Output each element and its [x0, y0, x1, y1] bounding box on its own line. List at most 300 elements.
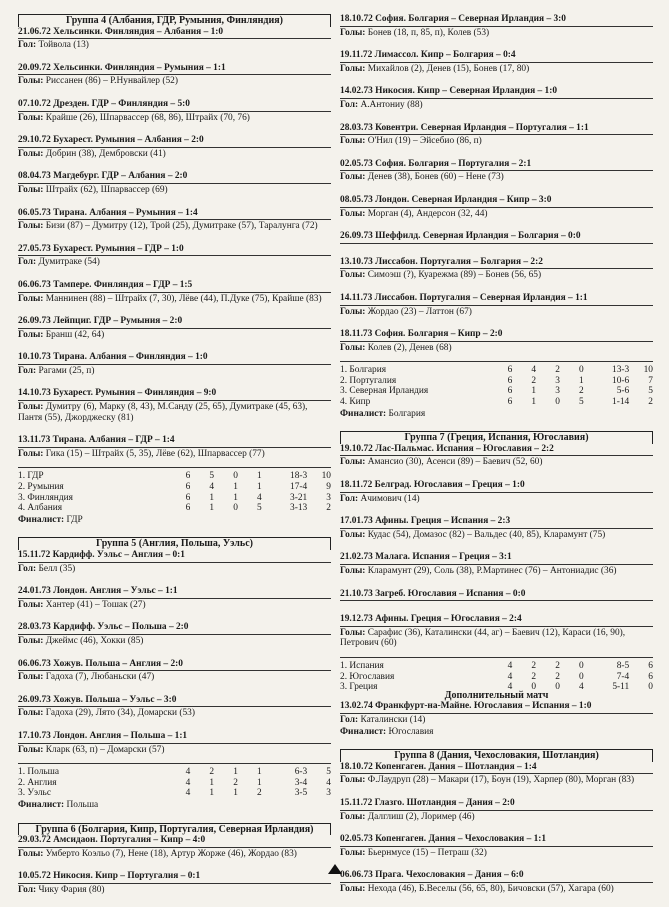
goals-text: Жордао (23) – Латтон (67)	[365, 306, 472, 317]
match-header: 17.10.73 Лондон. Англия – Польша – 1:1	[18, 731, 331, 744]
match-goals	[18, 744, 331, 756]
goals-text: Чику Фария (80)	[36, 884, 105, 895]
left-column	[18, 14, 331, 907]
goals-label: Голы:	[18, 221, 44, 232]
goals-text: Амансио (30), Асенси (89) – Баевич (52, 60)	[365, 457, 543, 468]
match-goals	[18, 848, 331, 860]
goals-text: О'Нил (19) – Эйсебио (86, п)	[365, 136, 482, 147]
match-header: 07.10.72 Дрезден. ГДР – Финляндия – 5:0	[18, 99, 331, 112]
points: 6	[648, 660, 653, 671]
match-entry	[18, 550, 331, 574]
points: 0	[648, 682, 653, 693]
match-header: 29.03.72 Амсидаон. Португалия – Кипр – 4:0	[18, 835, 331, 848]
points: 5	[326, 767, 331, 778]
goal-difference: 3-4	[294, 777, 308, 788]
goals-label: Голы:	[340, 529, 366, 540]
goals-text: Маннинен (88) – Штрайх (7, 30), Лёве (44), П.Дуке (75), Крайше (83)	[43, 293, 322, 304]
stat-l: 4	[256, 492, 262, 503]
goal-difference: 17-4	[290, 482, 308, 493]
goals-text: Бранш (42, 64)	[43, 329, 105, 340]
match-header: 18.11.73 София. Болгария – Кипр – 2:0	[340, 329, 653, 342]
goals-text: Думитраке (54)	[36, 257, 100, 268]
finalist-line	[18, 515, 331, 526]
stat-p: 4	[507, 682, 513, 693]
team-name: 3. Уэльс	[18, 788, 51, 799]
team-name: 3. Финляндия	[18, 492, 73, 503]
goals-text: Рагами (25, п)	[36, 365, 95, 376]
goals-label: Голы:	[340, 306, 366, 317]
goals-text: Крайше (26), Шпарвассер (68, 86), Штрайх (70, 76)	[43, 112, 250, 123]
match-goals	[18, 39, 331, 51]
match-goals	[340, 565, 653, 577]
goals-text: Добрин (38), Дембровски (41)	[43, 148, 166, 159]
goals-text: Штрайх (62), Шпарвассер (69)	[43, 184, 168, 195]
finalist-line	[340, 727, 653, 738]
finalist-line	[340, 409, 653, 420]
match-header: 20.09.72 Хельсинки. Финляндия – Румыния – 1:1	[18, 63, 331, 76]
goal-difference: 13-3	[612, 365, 630, 376]
standings-row	[340, 661, 653, 672]
goals-text: Ачимович (14)	[358, 493, 420, 504]
goals-label: Голы:	[18, 329, 44, 340]
stat-p: 6	[507, 386, 513, 397]
match-entry	[340, 798, 653, 822]
goals-label: Голы:	[18, 635, 44, 646]
match-goals	[340, 342, 653, 354]
match-entry	[340, 195, 653, 219]
match-header: 06.05.73 Тирана. Албания – Румыния – 1:4	[18, 208, 331, 221]
goals-label: Голы:	[18, 672, 44, 683]
goals-label: Гол:	[18, 257, 37, 268]
stat-l: 0	[578, 660, 584, 671]
match-goals	[340, 774, 653, 786]
goals-label: Голы:	[340, 811, 366, 822]
match-entry	[340, 86, 653, 110]
match-goals	[18, 599, 331, 611]
match-header: 08.05.73 Лондон. Северная Ирландия – Кипр – 3:0	[340, 195, 653, 208]
match-entry	[18, 352, 331, 376]
match-goals	[18, 329, 331, 341]
match-goals	[18, 884, 331, 896]
match-goals	[18, 448, 331, 460]
match-entry	[18, 244, 331, 268]
goals-text: Думитру (6), Марку (8, 43), М.Санду (25, 65), Думитраке (45, 63), Пантя (55), Джорджеску (81)	[18, 402, 308, 423]
match-goals	[340, 714, 653, 726]
goals-label: Голы:	[18, 148, 44, 159]
goals-text: Гадоха (29), Лято (34), Домарски (53)	[43, 708, 195, 719]
match-goals	[340, 135, 653, 147]
stat-w: 2	[531, 671, 537, 682]
goals-text: А.Антониу (88)	[358, 99, 423, 110]
goals-text: Морган (4), Андерсон (32, 44)	[365, 208, 488, 219]
goals-label: Голы:	[18, 599, 44, 610]
goals-label: Голы:	[340, 27, 366, 38]
match-goals	[18, 293, 331, 305]
match-goals	[18, 671, 331, 683]
standings-row	[18, 471, 331, 482]
stat-d: 0	[233, 503, 238, 514]
group-heading: Группа 5 (Англия, Польша, Уэльс)	[18, 537, 331, 550]
stat-d: 3	[555, 375, 560, 386]
goals-label: Голы:	[340, 136, 366, 147]
stat-p: 6	[507, 397, 513, 408]
goals-label: Голы:	[340, 63, 366, 74]
match-entry	[18, 695, 331, 719]
stat-l: 5	[256, 503, 262, 514]
team-name: 2. Югославия	[340, 671, 395, 682]
stat-p: 4	[507, 660, 513, 671]
match-goals	[18, 365, 331, 377]
goals-label: Гол:	[18, 884, 37, 895]
goals-label: Голы:	[340, 627, 366, 638]
match-goals	[340, 883, 653, 895]
stat-w: 2	[531, 660, 537, 671]
goals-label: Гол:	[18, 563, 37, 574]
goals-label: Голы:	[340, 342, 366, 353]
match-goals	[340, 456, 653, 468]
finalist-label: Финалист:	[18, 514, 65, 525]
goals-label: Голы:	[18, 848, 44, 859]
match-goals	[340, 306, 653, 318]
standings-row	[18, 482, 331, 493]
match-goals	[18, 112, 331, 124]
match-entry	[340, 14, 653, 38]
match-header: 06.06.73 Хожув. Польша – Англия – 2:0	[18, 659, 331, 672]
points: 10	[321, 471, 331, 482]
match-entry	[18, 435, 331, 459]
stat-p: 6	[185, 482, 191, 493]
goal-difference: 10-6	[612, 375, 630, 386]
stat-p: 6	[185, 503, 191, 514]
match-header: 18.10.72 Копенгаген. Дания – Шотландия – 1:4	[340, 762, 653, 775]
match-header: 21.10.73 Загреб. Югославия – Испания – 0:0	[340, 589, 653, 602]
goal-difference: 5-11	[612, 682, 630, 693]
stat-w: 1	[209, 788, 215, 799]
match-goals	[18, 635, 331, 647]
match-header: 28.03.73 Ковентри. Северная Ирландия – Португалия – 1:1	[340, 123, 653, 136]
match-entry	[18, 99, 331, 123]
match-goals	[340, 847, 653, 859]
stat-d: 2	[233, 777, 238, 788]
match-entry	[340, 701, 653, 725]
goals-text: Гика (15) – Штрайх (5, 35), Лёве (62), Шпарвассер (77)	[43, 448, 265, 459]
goals-label: Голы:	[340, 457, 366, 468]
goals-label: Голы:	[340, 566, 366, 576]
match-header: 18.10.72 София. Болгария – Северная Ирландия – 3:0	[340, 14, 653, 27]
goal-difference: 18-3	[290, 471, 308, 482]
goals-label: Голы:	[18, 708, 44, 719]
match-goals	[340, 208, 653, 220]
team-name: 1. Болгария	[340, 365, 387, 376]
match-goals	[18, 148, 331, 160]
stat-p: 6	[185, 492, 191, 503]
goals-text: Ф.Лаудруп (28) – Макари (17), Боун (19), Харпер (80), Морган (83)	[365, 775, 635, 786]
stat-w: 1	[209, 777, 215, 788]
points: 3	[326, 788, 331, 799]
stat-d: 0	[233, 471, 238, 482]
team-name: 2. Румыния	[18, 482, 64, 493]
team-name: 2. Португалия	[340, 375, 397, 386]
stat-d: 3	[555, 386, 560, 397]
match-header: 08.04.73 Магдебург. ГДР – Албания – 2:0	[18, 171, 331, 184]
match-entry	[340, 444, 653, 468]
match-header: 19.10.72 Лас-Пальмас. Испания – Югославия – 2:2	[340, 444, 653, 457]
goals-label: Голы:	[340, 172, 366, 183]
match-header: 02.05.73 Копенгаген. Дания – Чехословакия – 1:1	[340, 834, 653, 847]
goals-text: Денев (38), Бонев (60) – Нене (73)	[365, 172, 504, 183]
goals-text: Нехода (46), Б.Веселы (56, 65, 80), Бичовски (57), Хагара (60)	[365, 883, 614, 894]
standings-table	[18, 467, 331, 513]
match-entry	[18, 135, 331, 159]
match-header: 26.09.73 Лейпциг. ГДР – Румыния – 2:0	[18, 316, 331, 329]
stat-d: 1	[233, 767, 238, 778]
match-goals	[340, 171, 653, 183]
goal-difference: 3-21	[290, 492, 308, 503]
standings-row	[340, 397, 653, 408]
points: 9	[326, 482, 331, 493]
goals-text: Кларамунт (29), Соль (38), Р.Мартинес (76) – Антониадис (36)	[365, 566, 617, 576]
goals-text: Тойвола (13)	[36, 40, 89, 51]
stat-d: 2	[555, 671, 560, 682]
goals-text: Каталински (14)	[358, 714, 426, 725]
goals-text: Умберто Коэльо (7), Нене (18), Артур Жорже (46), Жордао (83)	[43, 848, 297, 859]
match-goals	[340, 99, 653, 111]
stat-l: 1	[256, 767, 262, 778]
team-name: 1. Испания	[340, 660, 384, 671]
match-header: 13.11.73 Тирана. Албания – ГДР – 1:4	[18, 435, 331, 448]
match-entry	[18, 280, 331, 304]
match-entry	[340, 293, 653, 317]
goals-label: Гол:	[340, 714, 359, 725]
match-goals	[340, 627, 653, 649]
standings-row	[18, 778, 331, 789]
goal-difference: 6-3	[294, 767, 308, 778]
match-goals	[18, 256, 331, 268]
stat-w: 0	[531, 682, 537, 693]
goals-text: Гадоха (7), Любаньски (47)	[43, 672, 155, 683]
stat-d: 1	[233, 492, 238, 503]
match-entry	[340, 614, 653, 649]
goals-text: Риссанен (86) – Р.Нунвайлер (52)	[43, 76, 178, 87]
stat-d: 2	[555, 660, 560, 671]
stat-d: 1	[233, 482, 238, 493]
stat-w: 1	[531, 397, 537, 408]
match-header: 10.05.72 Никосия. Кипр – Португалия – 0:1	[18, 871, 331, 884]
match-header: 19.12.73 Афины. Греция – Югославия – 2:4	[340, 614, 653, 627]
points: 4	[326, 777, 331, 788]
goals-text: Бьернмусе (15) – Петраш (32)	[365, 847, 487, 858]
match-entry	[340, 329, 653, 353]
match-entry	[18, 622, 331, 646]
stat-p: 4	[507, 671, 513, 682]
match-header: 26.09.73 Хожув. Польша – Уэльс – 3:0	[18, 695, 331, 708]
goals-label: Гол:	[18, 365, 37, 376]
goal-difference: 3-13	[290, 503, 308, 514]
stat-d: 0	[555, 682, 560, 693]
finalist-label: Финалист:	[340, 726, 387, 737]
points: 7	[648, 375, 653, 386]
finalist-team: ГДР	[64, 514, 83, 525]
stat-l: 1	[256, 777, 262, 788]
goals-label: Голы:	[18, 448, 44, 459]
goals-text: Михайлов (2), Денев (15), Бонев (17, 80)	[365, 63, 530, 74]
match-header: 14.02.73 Никосия. Кипр – Северная Ирландия – 1:0	[340, 86, 653, 99]
right-column	[340, 14, 653, 906]
stat-p: 6	[507, 365, 513, 376]
points: 2	[326, 503, 331, 514]
group-heading: Группа 8 (Дания, Чехословакия, Шотландия)	[340, 749, 653, 762]
finalist-team: Болгария	[386, 408, 426, 419]
goals-text: Джеймс (46), Хокки (85)	[43, 635, 144, 646]
match-header: 21.06.72 Хельсинки. Финляндия – Албания – 1:0	[18, 27, 331, 40]
standings-row	[340, 386, 653, 397]
match-header: 29.10.72 Бухарест. Румыния – Албания – 2:0	[18, 135, 331, 148]
team-name: 3. Северная Ирландия	[340, 386, 429, 397]
match-goals	[18, 563, 331, 575]
goals-label: Гол:	[340, 493, 359, 504]
stat-w: 1	[209, 503, 215, 514]
match-header: 06.06.73 Тампере. Финляндия – ГДР – 1:5	[18, 280, 331, 293]
match-header: 13.02.74 Франкфурт-на-Майне. Югославия – Испания – 1:0	[340, 701, 653, 714]
team-name: 4. Кипр	[340, 397, 371, 408]
stat-p: 4	[185, 788, 191, 799]
match-entry	[18, 871, 331, 895]
goals-label: Голы:	[340, 847, 366, 858]
group-heading: Группа 4 (Албания, ГДР, Румыния, Финляндия)	[18, 14, 331, 27]
standings-row	[340, 365, 653, 376]
extra-match-heading: Дополнительный матч	[444, 689, 549, 701]
goals-label: Голы:	[340, 775, 366, 786]
stat-d: 2	[555, 365, 560, 376]
stat-p: 6	[185, 471, 191, 482]
match-header: 15.11.72 Глазго. Шотландия – Дания – 2:0	[340, 798, 653, 811]
goals-label: Гол:	[340, 99, 359, 110]
goals-text: Хантер (41) – Тошак (27)	[43, 599, 146, 610]
match-goals	[18, 75, 331, 87]
goals-label: Голы:	[340, 208, 366, 219]
stat-w: 4	[531, 365, 537, 376]
finalist-team: Югославия	[386, 726, 434, 737]
points: 10	[643, 365, 653, 376]
match-goals	[340, 269, 653, 281]
match-header: 26.09.73 Шеффилд. Северная Ирландия – Болгария – 0:0	[340, 231, 653, 244]
match-entry	[340, 50, 653, 74]
standings-row	[18, 493, 331, 504]
match-goals	[340, 811, 653, 823]
match-header: 27.05.73 Бухарест. Румыния – ГДР – 1:0	[18, 244, 331, 257]
goal-difference: 5-6	[616, 386, 630, 397]
match-entry	[18, 171, 331, 195]
match-entry	[340, 516, 653, 540]
goals-text: Бонев (18, п, 85, п), Колев (53)	[365, 27, 490, 38]
match-goals	[18, 220, 331, 232]
match-header: 10.10.73 Тирана. Албания – Финляндия – 1:0	[18, 352, 331, 365]
team-name: 1. ГДР	[18, 471, 44, 482]
goals-text: Бизи (87) – Думитру (12), Трой (25), Думитраке (57), Таралунга (72)	[43, 221, 318, 232]
group-heading: Группа 7 (Греция, Испания, Югославия)	[340, 431, 653, 444]
team-name: 2. Англия	[18, 777, 57, 788]
stat-l: 0	[578, 671, 584, 682]
match-goals	[18, 707, 331, 719]
match-entry	[340, 762, 653, 786]
match-entry	[18, 835, 331, 859]
match-header: 06.06.73 Прага. Чехословакия – Дания – 6:0	[340, 870, 653, 883]
goal-difference: 1-14	[612, 397, 630, 408]
points: 2	[648, 397, 653, 408]
match-header: 15.11.72 Кардифф. Уэльс – Англия – 0:1	[18, 550, 331, 563]
stat-l: 1	[578, 375, 584, 386]
match-entry	[340, 123, 653, 147]
stat-l: 0	[578, 365, 584, 376]
goal-difference: 8-5	[616, 660, 630, 671]
points: 5	[648, 386, 653, 397]
match-entry	[340, 159, 653, 183]
goals-label: Голы:	[340, 270, 366, 281]
match-header: 13.10.73 Лиссабон. Португалия – Болгария – 2:2	[340, 257, 653, 270]
goals-text: Белл (35)	[36, 563, 76, 574]
goals-text: Колев (2), Денев (68)	[365, 342, 452, 353]
match-entry	[340, 589, 653, 603]
match-entry	[340, 834, 653, 858]
goals-text: Далглиш (2), Лоример (46)	[365, 811, 475, 822]
match-entry	[340, 552, 653, 576]
stat-l: 2	[256, 788, 262, 799]
finalist-team: Польша	[64, 799, 99, 810]
match-entry	[18, 388, 331, 423]
goals-label: Голы:	[18, 744, 44, 755]
goal-difference: 3-5	[294, 788, 308, 799]
match-goals	[18, 184, 331, 196]
match-goals	[340, 493, 653, 505]
match-entry	[18, 659, 331, 683]
match-entry	[340, 231, 653, 245]
match-entry	[18, 63, 331, 87]
match-header: 14.11.73 Лиссабон. Португалия – Северная Ирландия – 1:1	[340, 293, 653, 306]
stat-p: 4	[185, 767, 191, 778]
stat-w: 1	[531, 386, 537, 397]
points: 3	[326, 492, 331, 503]
goals-label: Голы:	[18, 112, 44, 123]
stat-w: 1	[209, 492, 215, 503]
stat-l: 5	[578, 397, 584, 408]
goals-label: Голы:	[18, 184, 44, 195]
goals-text: Кларк (63, п) – Домарски (57)	[43, 744, 165, 755]
match-entry	[18, 586, 331, 610]
match-header: 24.01.73 Лондон. Англия – Уэльс – 1:1	[18, 586, 331, 599]
standings-row	[18, 788, 331, 799]
group-heading: Группа 6 (Болгария, Кипр, Португалия, Северная Ирландия)	[18, 823, 331, 836]
stat-l: 1	[256, 471, 262, 482]
stat-l: 2	[578, 386, 584, 397]
match-entry	[18, 316, 331, 340]
match-goals	[340, 63, 653, 75]
match-header: 14.10.73 Бухарест. Румыния – Финляндия – 9:0	[18, 388, 331, 401]
match-header: 02.05.73 София. Болгария – Португалия – 2:1	[340, 159, 653, 172]
goals-label: Голы:	[18, 402, 44, 413]
goals-text: Сарафис (36), Каталински (44, аг) – Баевич (12), Караси (16, 90), Петрович (60)	[340, 627, 626, 649]
stat-p: 4	[185, 777, 191, 788]
match-goals	[340, 529, 653, 541]
goals-label: Гол:	[18, 40, 37, 51]
match-entry	[18, 731, 331, 755]
goals-label: Голы:	[18, 293, 44, 304]
goals-text: Кудас (54), Домазос (82) – Вальдес (40, 85), Кларамунт (75)	[365, 529, 606, 540]
match-entry	[18, 27, 331, 51]
goal-difference: 7-4	[616, 671, 630, 682]
match-goals	[340, 244, 653, 245]
match-header: 19.11.72 Лимассол. Кипр – Болгария – 0:4	[340, 50, 653, 63]
goals-label: Голы:	[340, 883, 366, 894]
